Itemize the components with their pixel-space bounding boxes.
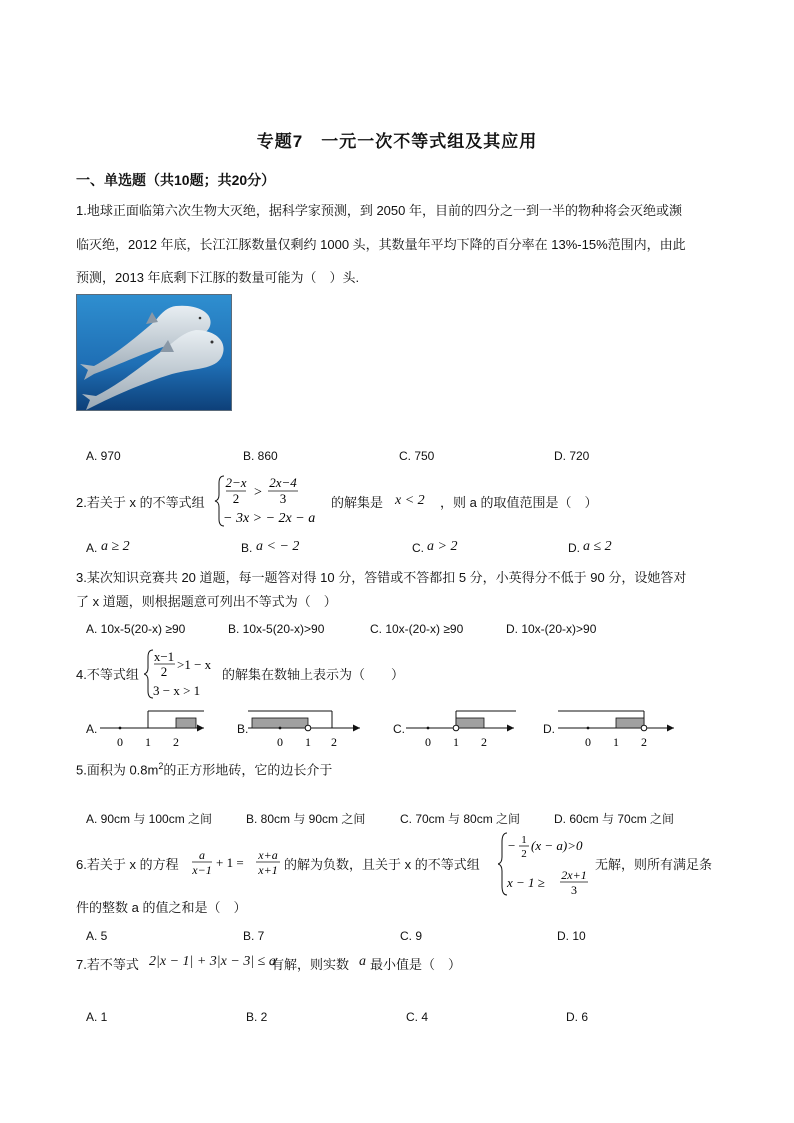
q4-a-tick-0: 0 (117, 735, 123, 749)
q4-suffix: 的解集在数轴上表示为（ ） (222, 667, 405, 682)
q7-variable: a (359, 954, 366, 969)
q6-ineq2-num: 2x+1 (561, 868, 587, 882)
q2-option-a: a ≥ 2 (101, 539, 130, 554)
q6-prefix: 6.若关于 x 的方程 (76, 857, 179, 872)
q4-eq2: 3 − x > 1 (153, 683, 201, 698)
q3-option-c: C. 10x-(20-x) ≥90 (370, 622, 464, 636)
q4-option-c-label: C. (393, 722, 405, 736)
q1-line1: 1.地球正面临第六次生物大灭绝，据科学家预测，到 2050 年，目前的四分之一到一半的物种将会灭绝或濒 (76, 203, 682, 218)
q7-prefix: 7.若不等式 (76, 957, 139, 972)
q4-option-c-number-line (406, 706, 520, 750)
q7-suffix: 最小值是（ ） (370, 957, 462, 972)
q1-line3: 预测，2013 年底剩下江豚的数量可能为（ ）头. (76, 270, 360, 285)
q2-option-a-label: A. (86, 541, 98, 555)
q7-expression: 2|x − 1| + 3|x − 3| ≤ a (149, 954, 276, 969)
q5-option-c: C. 70cm 与 80cm 之间 (400, 812, 521, 826)
q2-eq1-lnum: 2−x (225, 475, 247, 490)
q4-d-tick-2: 2 (641, 735, 647, 749)
q2-option-c-label: C. (412, 541, 424, 555)
q7-option-d: D. 6 (566, 1010, 589, 1024)
q3-option-a: A. 10x-5(20-x) ≥90 (86, 622, 186, 636)
q4-option-b-label: B. (237, 722, 249, 736)
q4-option-b-number-line (248, 706, 366, 750)
q1-option-d: D. 720 (554, 449, 590, 463)
q6-rnum: x+a (258, 848, 278, 862)
q4-a-tick-1: 1 (145, 735, 151, 749)
q6-option-c: C. 9 (400, 929, 423, 943)
q5-text-a: 5.面积为 0.8m (76, 762, 159, 778)
q6-ineq1-pre: − (508, 838, 516, 853)
q6-lnum: a (199, 848, 205, 862)
q2-option-c: a > 2 (427, 539, 458, 554)
q4-option-a-label: A. (86, 722, 98, 736)
q4-eq1-rest: >1 − x (177, 657, 212, 672)
q2-eq2: − 3x > − 2x − a (223, 511, 316, 526)
q4-b-tick-1: 1 (305, 735, 311, 749)
q4-option-a-number-line (100, 706, 210, 750)
porpoise-photo (76, 294, 232, 411)
q3-option-b: B. 10x-5(20-x)>90 (228, 622, 325, 636)
q2-option-d-label: D. (568, 541, 580, 555)
q6-mid2: 的解为负数，且关于 x 的不等式组 (284, 857, 480, 872)
q2-option-d: a ≤ 2 (583, 539, 612, 554)
q5-option-d: D. 60cm 与 70cm 之间 (554, 812, 675, 826)
q2-eq1-lden: 2 (232, 491, 240, 506)
q5-text (76, 756, 332, 780)
q2-condition: x < 2 (395, 493, 425, 508)
q6-option-b: B. 7 (243, 929, 265, 943)
q4-c-tick-0: 0 (425, 735, 431, 749)
q4-eq1-num: x−1 (153, 649, 175, 664)
q6-option-a: A. 5 (86, 929, 108, 943)
q6-lden: x−1 (192, 863, 212, 877)
q5-option-a: A. 90cm 与 100cm 之间 (86, 812, 213, 826)
q4-c-tick-1: 1 (453, 735, 459, 749)
q6-line2: 件的整数 a 的值之和是（ ） (76, 900, 247, 915)
q6-inequality-system (498, 830, 594, 898)
q2-middle: 的解集是 (331, 495, 384, 510)
q6-ineq1-den: 2 (521, 848, 527, 860)
q6-ineq1-rest: (x − a)>0 (531, 838, 583, 853)
q2-inequality-system (214, 473, 336, 529)
q1-option-a: A. 970 (86, 449, 121, 463)
q2-option-b-label: B. (241, 541, 253, 555)
q6-suffix: 无解，则所有满足条 (595, 857, 713, 872)
q6-ineq2-den: 3 (571, 883, 577, 897)
q4-option-d-number-line (558, 706, 678, 750)
q6-ineq2-pre: x − 1 ≥ (507, 875, 545, 890)
q7-option-a: A. 1 (86, 1010, 108, 1024)
q4-b-tick-0: 0 (277, 735, 283, 749)
q6-option-d: D. 10 (557, 929, 586, 943)
q1-line2: 临灭绝，2012 年底，长江江豚数量仅剩约 1000 头，其数量年平均下降的百分率在 13%-15%范围内，由此 (76, 237, 686, 252)
q2-eq1-op: > (254, 485, 262, 500)
q5-text-b: 的正方形地砖，它的边长介于 (163, 762, 333, 778)
q4-c-tick-2: 2 (481, 735, 487, 749)
q1-option-b: B. 860 (243, 449, 278, 463)
q1-option-c: C. 750 (399, 449, 435, 463)
q2-prefix: 2.若关于 x 的不等式组 (76, 495, 205, 510)
q4-prefix: 4.不等式组 (76, 667, 139, 682)
q4-option-d-label: D. (543, 722, 555, 736)
page-title: 专题7 一元一次不等式组及其应用 (256, 132, 538, 151)
q6-rden: x+1 (258, 863, 278, 877)
q2-eq1-rden: 3 (279, 491, 287, 506)
q4-eq1-den: 2 (160, 664, 168, 679)
q4-b-tick-2: 2 (331, 735, 337, 749)
q5-superscript: 2 (158, 761, 164, 771)
q2-option-b: a < − 2 (256, 539, 300, 554)
q3-line1: 3.某次知识竞赛共 20 道题，每一题答对得 10 分，答错或不答都扣 5 分，小英得分不低于 90 分，设她答对 (76, 570, 687, 585)
q4-a-tick-2: 2 (173, 735, 179, 749)
q6-equation (190, 845, 282, 881)
q6-ineq1-num: 1 (521, 834, 527, 846)
q6-mid1: + 1 = (216, 855, 244, 870)
q2-eq1-rnum: 2x−4 (269, 475, 297, 490)
q3-option-d: D. 10x-(20-x)>90 (506, 622, 597, 636)
q3-line2: 了 x 道题，则根据题意可列出不等式为（ ） (76, 594, 337, 609)
section-heading: 一、单选题（共10题；共20分） (76, 172, 276, 188)
q2-suffix: ，则 a 的取值范围是（ ） (440, 495, 598, 510)
q4-inequality-system (144, 647, 224, 701)
q7-option-c: C. 4 (406, 1010, 429, 1024)
q5-option-b: B. 80cm 与 90cm 之间 (246, 812, 366, 826)
q7-option-b: B. 2 (246, 1010, 268, 1024)
q7-mid: 有解，则实数 (271, 957, 350, 972)
q4-d-tick-1: 1 (613, 735, 619, 749)
q4-d-tick-0: 0 (585, 735, 591, 749)
